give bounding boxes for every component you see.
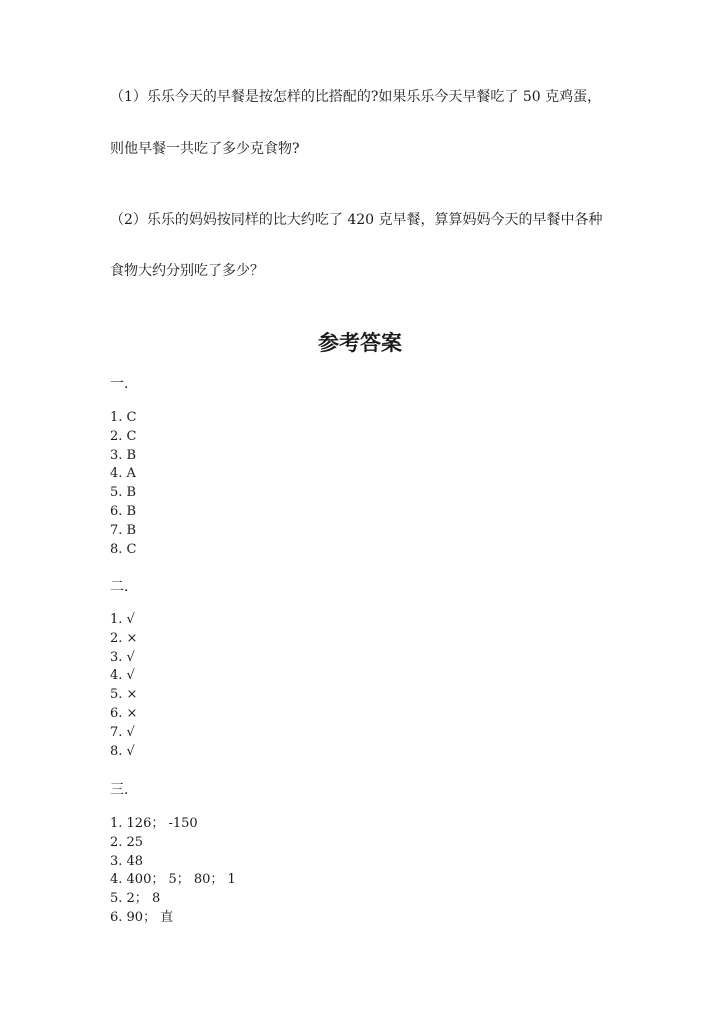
- answer-item: 5. ×: [110, 687, 138, 703]
- question-2-line-2: 食物大约分别吃了多少？: [110, 263, 264, 279]
- section-2-answers: [110, 611, 137, 761]
- answer-item: 4. 400； 5； 80； 1: [110, 872, 236, 888]
- section-1-heading: 一.: [110, 376, 129, 392]
- answer-item: 3. 48: [110, 853, 144, 869]
- answer-item: 8. C: [110, 541, 137, 557]
- answer-item: 2. 25: [110, 834, 144, 850]
- answer-item: 1. C: [110, 410, 137, 425]
- answer-item: 6. B: [110, 503, 137, 519]
- answer-item: 8. √: [110, 743, 135, 759]
- answer-item: 5. B: [110, 485, 137, 501]
- answer-item: 4. √: [110, 668, 135, 684]
- answer-item: 6. ×: [110, 705, 138, 721]
- answer-item: 7. B: [110, 522, 137, 538]
- answer-item: 6. 90； 直: [110, 909, 174, 925]
- section-3-heading: 三.: [110, 782, 129, 798]
- section-3-answers: [110, 815, 236, 928]
- answer-item: 3. √: [110, 649, 135, 665]
- section-1-answers: [110, 409, 136, 559]
- question-1-line-2: 则他早餐一共吃了多少克食物?: [110, 141, 300, 157]
- answer-item: 7. √: [110, 724, 135, 740]
- answer-item: 2. ×: [110, 630, 138, 646]
- answer-item: 5. 2； 8: [110, 891, 161, 907]
- answer-item: 3. B: [110, 447, 137, 463]
- answer-item: 4. A: [110, 466, 136, 482]
- section-2-heading: 二.: [110, 579, 129, 595]
- question-1-line-1: （1）乐乐今天的早餐是按怎样的比搭配的?如果乐乐今天早餐吃了 50 克鸡蛋，: [110, 89, 602, 105]
- answer-item: 1. √: [110, 612, 135, 627]
- answer-item: 2. C: [110, 428, 137, 444]
- question-2-line-1: （2）乐乐的妈妈按同样的比大约吃了 420 克早餐，算算妈妈今天的早餐中各种: [110, 212, 603, 228]
- answer-item: 1. 126； -150: [110, 816, 198, 831]
- answer-key-title: 参考答案: [318, 331, 402, 355]
